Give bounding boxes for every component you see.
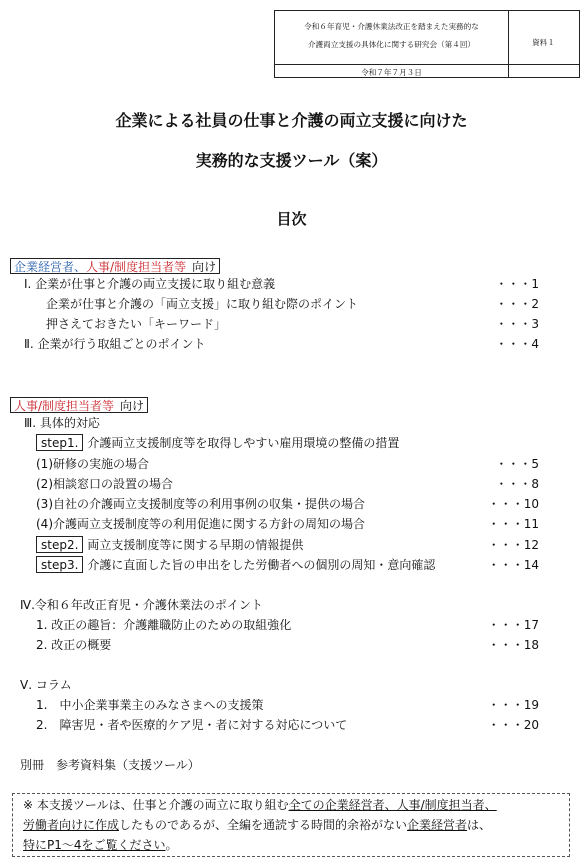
toc-item: 押さえておきたい「キーワード」	[46, 317, 227, 331]
toc-item: Ⅱ. 企業が行う取組ごとのポイント	[24, 337, 206, 351]
audience-label-executives-hr	[10, 258, 220, 274]
section-heading: Ⅲ. 具体的対応	[24, 416, 100, 430]
note-emphasis: 全ての企業経営者、人事/制度担当者、	[288, 798, 497, 812]
audience-executives: 企業経営者	[14, 260, 75, 274]
toc-item: 1. 改正の趣旨：介護離職防止のための取組強化	[36, 618, 292, 632]
audience-sep: 、	[74, 260, 87, 274]
step3-row	[36, 556, 435, 573]
toc-page: ・・・19	[487, 698, 539, 712]
toc-page: ・・・3	[495, 317, 539, 331]
toc-page: ・・・11	[487, 517, 539, 531]
step2-row	[36, 536, 303, 553]
toc-item: (3)自社の介護両立支援制度等の利用事例の収集・提供の場合	[36, 497, 366, 511]
audience-hr: 人事/制度担当者等	[14, 399, 115, 413]
note-emphasis: 労働者向けに作成	[23, 818, 120, 832]
audience-label-hr	[10, 397, 148, 413]
toc-item: 2. 改正の概要	[36, 638, 112, 652]
document-header-box	[274, 10, 580, 78]
toc-item: 企業が仕事と介護の「両立支援」に取り組む際のポイント	[46, 297, 359, 311]
step-text: 両立支援制度等に関する早期の情報提供	[87, 538, 304, 552]
toc-page: ・・・2	[495, 297, 539, 311]
note-line-2: 労働者向けに作成したものであるが、全編を通読する時間的余裕がない企業経営者は、	[23, 818, 492, 832]
toc-page: ・・・18	[487, 638, 539, 652]
note-box	[12, 793, 570, 857]
toc-page: ・・・5	[495, 457, 539, 471]
step-badge: step2.	[36, 536, 83, 553]
toc-page: ・・・20	[487, 718, 539, 732]
step1-row	[36, 434, 399, 451]
toc-heading: 目次	[276, 210, 307, 228]
toc-page: ・・・14	[487, 558, 539, 572]
step-badge: step1.	[36, 434, 83, 451]
toc-item: (1)研修の実施の場合	[36, 457, 149, 471]
step-text: 介護に直面した旨の申出をした労働者への個別の周知・意向確認	[87, 558, 436, 572]
toc-item: 1. 中小企業事業主のみなさまへの支援策	[36, 698, 264, 712]
section-heading: Ⅴ. コラム	[20, 678, 72, 692]
toc-page: ・・・4	[495, 337, 539, 351]
toc-item: (2)相談窓口の設置の場合	[36, 477, 173, 491]
header-line-1: 令和６年育児・介護休業法改正を踏まえた実務的な	[304, 22, 479, 31]
audience-suffix: 向け	[120, 399, 145, 413]
audience-suffix: 向け	[192, 260, 217, 274]
toc-page: ・・・10	[487, 497, 539, 511]
section-heading: Ⅳ.令和６年改正育児・介護休業法のポイント	[20, 598, 263, 612]
document-tag: 資料１	[532, 38, 555, 47]
audience-hr: 人事/制度担当者等	[86, 260, 187, 274]
page-title-line-1: 企業による社員の仕事と介護の両立支援に向けた	[115, 111, 468, 130]
note-line-1: ※ 本支援ツールは、仕事と介護の両立に取り組む全ての企業経営者、人事/制度担当者、	[23, 798, 497, 812]
toc-item: Ⅰ. 企業が仕事と介護の両立支援に取り組む意義	[24, 277, 276, 291]
toc-item: 2. 障害児・者や医療的ケア児・者に対する対応について	[36, 718, 348, 732]
document-date: 令和７年７月３日	[361, 68, 422, 77]
page-title-line-2: 実務的な支援ツール（案）	[195, 151, 388, 170]
toc-page: ・・・8	[495, 477, 539, 491]
header-line-2: 介護両立支援の具体化に関する研究会（第４回）	[307, 40, 476, 49]
step-badge: step3.	[36, 556, 83, 573]
note-line-3: 特にP1～4をご覧ください。	[23, 838, 178, 852]
note-emphasis: 特にP1～4をご覧ください	[23, 838, 166, 852]
step-text: 介護両立支援制度等を取得しやすい雇用環境の整備の措置	[87, 436, 400, 450]
note-emphasis: 企業経営者	[407, 818, 468, 832]
toc-page: ・・・12	[487, 538, 539, 552]
appendix-line: 別冊 参考資料集（支援ツール）	[20, 758, 200, 772]
toc-page: ・・・1	[495, 277, 539, 291]
toc-item: (4)介護両立支援制度等の利用促進に関する方針の周知の場合	[36, 517, 366, 531]
toc-page: ・・・17	[487, 618, 539, 632]
